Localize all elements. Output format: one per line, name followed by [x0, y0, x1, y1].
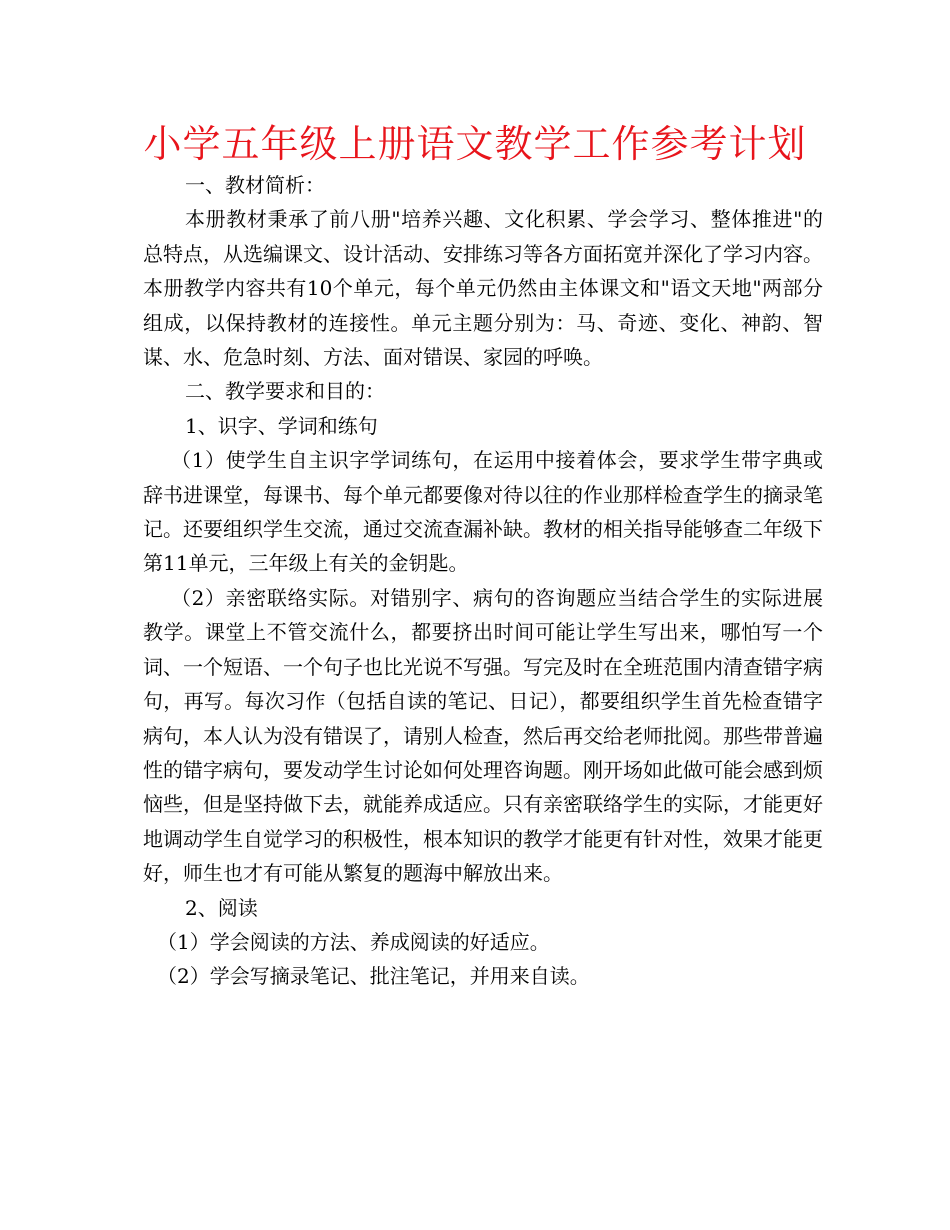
paragraph-literacy-item-2: （2）亲密联络实际。对错别字、病句的咨询题应当结合学生的实际进展教学。课堂上不管交流什么，都要挤出时间可能让学生写出来，哪怕写一个词、一个短语、一个句子也比光说不写强。写完及时在全班范围内清查错字病句，再写。每次习作（包括自读的笔记、日记），都要组织学生首先检查错字病句，本人认为没有错误了，请别人检查，然后再交给老师批阅。那些带普遍性的错字病句，要发动学生讨论如何处理咨询题。刚开场如此做可能会感到烦恼些，但是坚持做下去，就能养成适应。只有亲密联络学生的实际，才能更好地调动学生自觉学习的积极性，根本知识的教学才能更有针对性，效果才能更好，师生也才有可能从繁复的题海中解放出来。	[143, 585, 823, 886]
paragraph-reading-item-1: （1）学会阅读的方法、养成阅读的好适应。	[157, 929, 550, 954]
document-title: 小学五年级上册语文教学工作参考计划	[143, 122, 807, 166]
document-body	[143, 168, 823, 994]
section-heading-teaching-goals: 二、教学要求和目的：	[185, 379, 385, 404]
subheading-literacy: 1、识字、学词和练句	[185, 413, 378, 438]
paragraph-textbook-analysis: 本册教材秉承了前八册"培养兴趣、文化积累、学会学习、整体推进"的总特点，从选编课文、设计活动、安排练习等各方面拓宽并深化了学习内容。本册教学内容共有10个单元，每个单元仍然由主体课文和"语文天地"两部分组成，以保持教材的连接性。单元主题分别为：马、奇迹、变化、神韵、智谋、水、危急时刻、方法、面对错误、家园的呼唤。	[143, 207, 823, 370]
section-heading-textbook-analysis: 一、教材简析：	[185, 173, 325, 197]
paragraph-literacy-item-1: （1）使学生自主识字学词练句，在运用中接着体会，要求学生带字典或辞书进课堂，每课书、每个单元都要像对待以往的作业那样检查学生的摘录笔记。还要组织学生交流，通过交流查漏补缺。教材的相关指导能够查二年级下第11单元，三年级上有关的金钥匙。	[143, 448, 823, 576]
paragraph-reading-item-2: （2）学会写摘录笔记、批注笔记，并用来自读。	[157, 964, 590, 989]
subheading-reading: 2、阅读	[185, 895, 258, 920]
